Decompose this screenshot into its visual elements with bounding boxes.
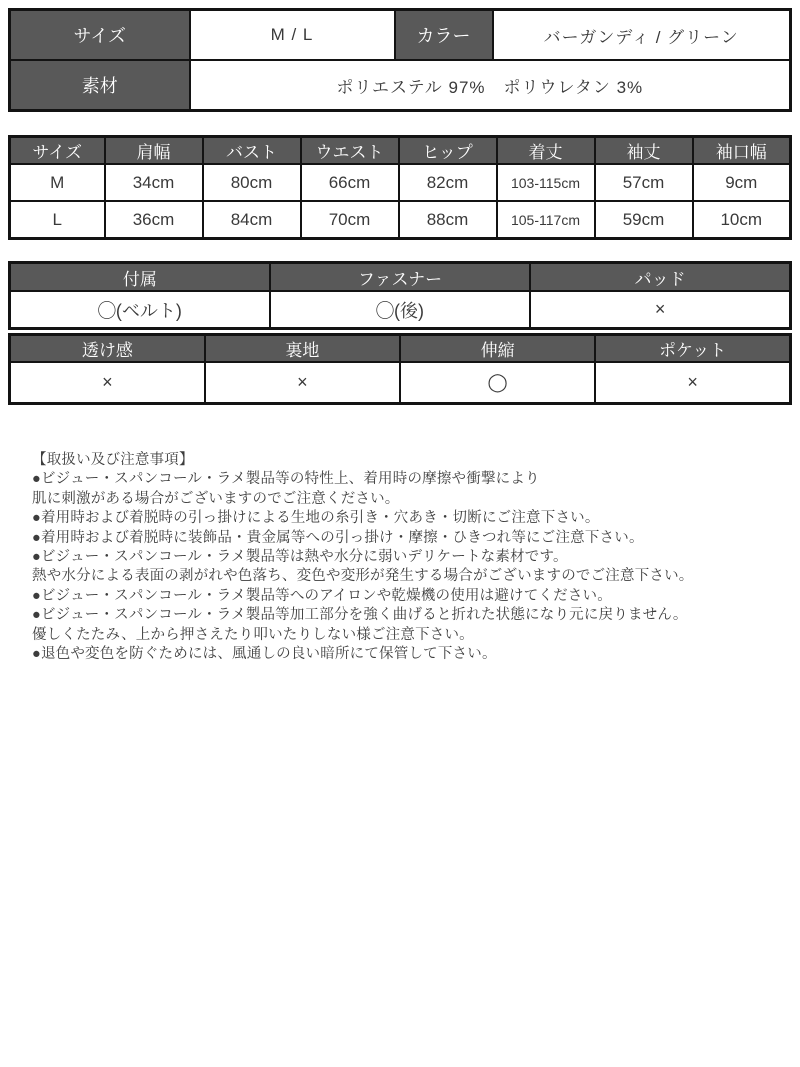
table-row xyxy=(10,362,791,404)
care-note-line: 優しくたたみ、上から押さえたり叩いたりしない様ご注意下さい。 xyxy=(32,626,474,643)
column-header: 透け感 xyxy=(10,335,205,363)
table-row xyxy=(10,60,791,111)
size-value: M / L xyxy=(190,10,395,61)
feature-value: ◯(ベルト) xyxy=(10,291,270,329)
feature-value: × xyxy=(595,362,790,404)
feature-value: × xyxy=(530,291,790,329)
column-header: ポケット xyxy=(595,335,790,363)
size-color-material-table xyxy=(8,8,792,112)
column-header: パッド xyxy=(530,263,790,292)
column-header: ヒップ xyxy=(399,137,497,165)
size-label: サイズ xyxy=(10,10,190,61)
measurement-cell: 103-115cm xyxy=(497,164,595,201)
care-note-line: ●退色や変色を防ぐためには、風通しの良い暗所にて保管して下さい。 xyxy=(32,646,497,663)
measurement-cell: 88cm xyxy=(399,201,497,239)
color-label: カラー xyxy=(395,10,493,61)
size-cell: L xyxy=(10,201,105,239)
features-header-row xyxy=(10,335,791,363)
material-label: 素材 xyxy=(10,60,190,111)
measurement-cell: 105-117cm xyxy=(497,201,595,239)
care-note-line: ●着用時および着脱時の引っ掛けによる生地の糸引き・穴あき・切断にご注意下さい。 xyxy=(32,510,600,527)
color-value: バーガンディ / グリーン xyxy=(493,10,791,61)
measurement-cell: 82cm xyxy=(399,164,497,201)
measurement-cell: 34cm xyxy=(105,164,203,201)
table-row xyxy=(10,10,791,61)
care-notes-title: 【取扱い及び注意事項】 xyxy=(32,452,194,468)
care-note-line: ●着用時および着脱時に装飾品・貴金属等への引っ掛け・摩擦・ひきつれ等にご注意下さい。 xyxy=(32,529,644,546)
measurement-cell: 66cm xyxy=(301,164,399,201)
table-row xyxy=(10,291,791,329)
column-header: サイズ xyxy=(10,137,105,165)
measurement-cell: 59cm xyxy=(595,201,693,239)
features-table xyxy=(8,333,792,405)
feature-value: × xyxy=(205,362,400,404)
feature-value: ◯ xyxy=(400,362,595,404)
feature-value: ◯(後) xyxy=(270,291,530,329)
column-header: 袖口幅 xyxy=(693,137,791,165)
column-header: 伸縮 xyxy=(400,335,595,363)
measurement-cell: 70cm xyxy=(301,201,399,239)
feature-value: × xyxy=(10,362,205,404)
measurement-cell: 57cm xyxy=(595,164,693,201)
column-header: 付属 xyxy=(10,263,270,292)
column-header: 肩幅 xyxy=(105,137,203,165)
column-header: 裏地 xyxy=(205,335,400,363)
column-header: ウエスト xyxy=(301,137,399,165)
care-note-line: ●ビジュー・スパンコール・ラメ製品等の特性上、着用時の摩擦や衝撃により xyxy=(32,471,540,488)
measurement-cell: 84cm xyxy=(203,201,301,239)
measurements-header-row xyxy=(10,137,791,165)
measurement-cell: 36cm xyxy=(105,201,203,239)
care-notes-section xyxy=(32,451,782,664)
column-header: 袖丈 xyxy=(595,137,693,165)
accessories-table xyxy=(8,261,792,330)
accessories-header-row xyxy=(10,263,791,292)
table-row xyxy=(10,164,791,201)
care-note-line: ●ビジュー・スパンコール・ラメ製品等加工部分を強く曲げると折れた状態になり元に戻りません。 xyxy=(32,607,688,624)
size-cell: M xyxy=(10,164,105,201)
measurements-table xyxy=(8,135,792,240)
measurement-cell: 10cm xyxy=(693,201,791,239)
care-note-line: ●ビジュー・スパンコール・ラメ製品等は熱や水分に弱いデリケートな素材です。 xyxy=(32,549,568,566)
column-header: ファスナー xyxy=(270,263,530,292)
care-note-line: ●ビジュー・スパンコール・ラメ製品等へのアイロンや乾燥機の使用は避けてください。 xyxy=(32,587,612,604)
column-header: 着丈 xyxy=(497,137,595,165)
table-row xyxy=(10,201,791,239)
care-note-line: 熱や水分による表面の剥がれや色落ち、変色や変形が発生する場合がございますのでご注意下さい。 xyxy=(32,568,694,585)
measurement-cell: 80cm xyxy=(203,164,301,201)
material-value: ポリエステル 97% ポリウレタン 3% xyxy=(190,60,791,111)
measurement-cell: 9cm xyxy=(693,164,791,201)
care-note-line: 肌に刺激がある場合がございますのでご注意ください。 xyxy=(32,490,400,507)
column-header: バスト xyxy=(203,137,301,165)
